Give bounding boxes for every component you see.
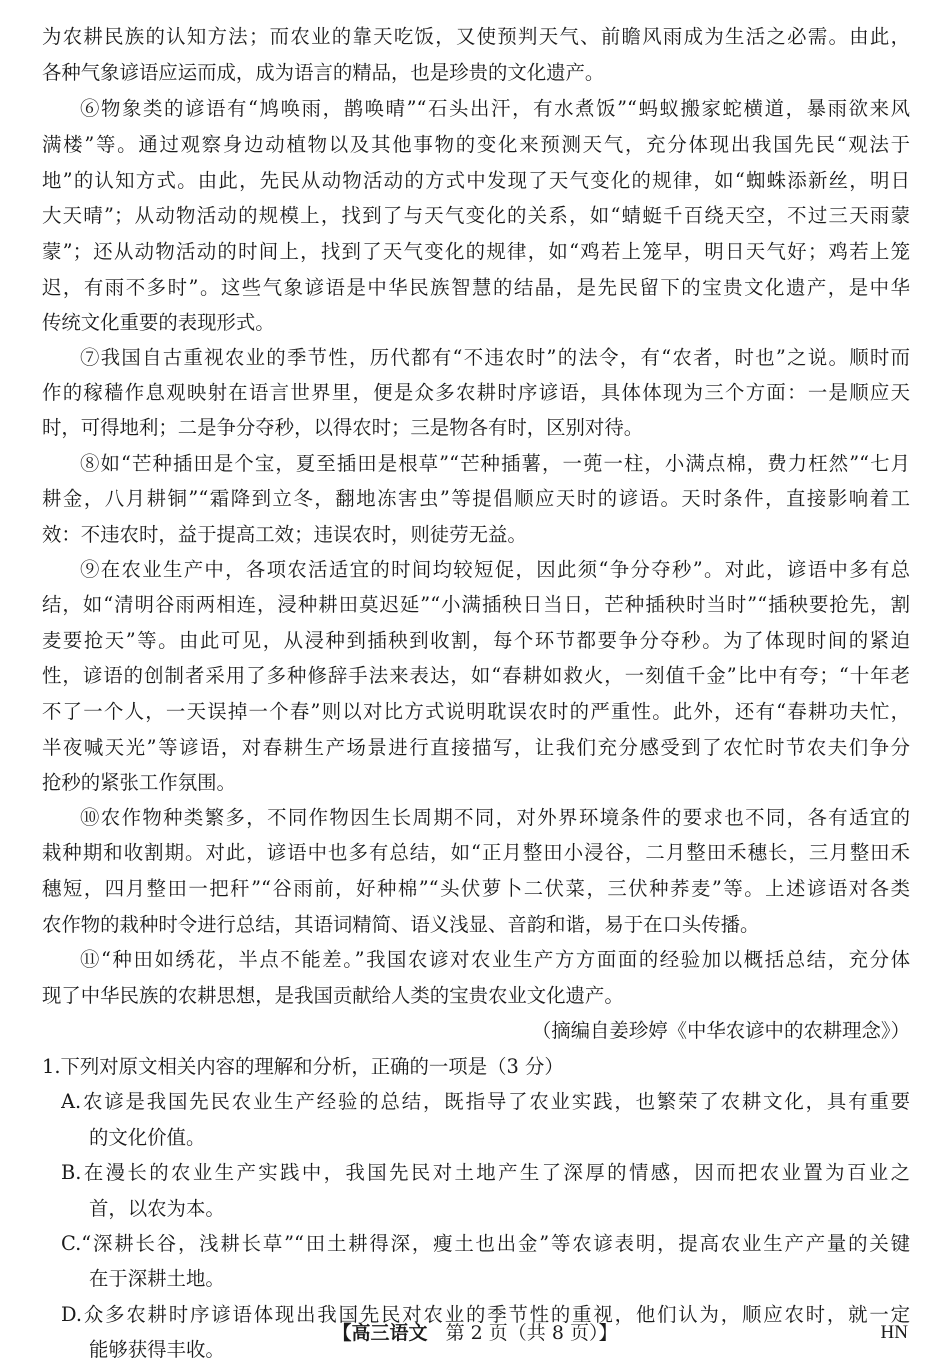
source-citation: （摘编自姜珍婷《中华农谚中的农耕理念》） bbox=[531, 1019, 910, 1042]
paragraph-line: 现了中华民族的农耕思想，是我国贡献给人类的宝贵农业文化遗产。 bbox=[42, 984, 624, 1007]
paragraph-line: 栽种期和收割期。对此，谚语中也多有总结，如“正月整田小浸谷，二月整田禾穗长，三月整田禾 bbox=[42, 841, 910, 864]
paragraph-line: 麦要抢天”等。由此可见，从浸种到插秧到收割，每个环节都要争分夺秒。为了体现时间的紧迫 bbox=[42, 629, 910, 652]
paragraph-line: 满楼”等。通过观察身边动植物以及其他事物的变化来预测天气，充分体现出我国先民“观法于 bbox=[42, 133, 910, 156]
paragraph-line: ⑧如“芒种插田是个宝，夏至插田是根草”“芒种插薯，一蔸一柱，小满点棉，费力枉然”“七月 bbox=[80, 452, 910, 475]
paragraph-line: 作的稼穑作息观映射在语言世界里，便是众多农耕时序谚语，具体体现为三个方面：一是顺应天 bbox=[42, 381, 910, 404]
paragraph-line: 时，可得地利；二是争分夺秒，以得农时；三是物各有时，区别对待。 bbox=[42, 416, 644, 439]
footer-code: HN bbox=[880, 1322, 908, 1343]
footer-center bbox=[0, 1318, 950, 1348]
paragraph-line: ⑥物象类的谚语有“鸠唤雨，鹊唤晴”“石头出汗，有水煮饭”“蚂蚁搬家蛇横道，暴雨欲来风 bbox=[80, 97, 910, 120]
paragraph-line: 耕金，八月耕铜”“霜降到立冬，翻地冻害虫”等提倡顺应天时的谚语。天时条件，直接影响着工 bbox=[42, 487, 910, 510]
question-1-stem: 1.下列对原文相关内容的理解和分析，正确的一项是（3 分） bbox=[42, 1055, 564, 1078]
question-1-option-line: 在于深耕土地。 bbox=[89, 1267, 225, 1291]
paragraph-line: 地”的认知方式。由此，先民从动物活动的方式中发现了天气变化的规律，如“蜘蛛添新丝，明日 bbox=[42, 169, 910, 192]
paragraph-line: ⑦我国自古重视农业的季节性，历代都有“不违农时”的法令，有“农者，时也”之说。顺时而 bbox=[80, 346, 910, 369]
footer-page-info: 第 2 页（共 8 页）】 bbox=[445, 1322, 618, 1344]
paragraph-line: 为农耕民族的认知方法；而农业的靠天吃饭，又使预判天气、前瞻风雨成为生活之必需。由此， bbox=[42, 25, 910, 48]
paragraph-line: ⑩农作物种类繁多，不同作物因生长周期不同，对外界环境条件的要求也不同，各有适宜的 bbox=[80, 806, 910, 829]
paragraph-line: 抢秒的紧张工作氛围。 bbox=[42, 771, 236, 794]
paragraph-line: 不了一个人，一天误掉一个春”则以对比方式说明耽误农时的严重性。此外，还有“春耕功夫忙， bbox=[42, 700, 910, 723]
paragraph-line: 农作物的栽种时令进行总结，其语词精简、语义浅显、音韵和谐，易于在口头传播。 bbox=[42, 913, 760, 936]
paragraph-line: 迟，有雨不多时”。这些气象谚语是中华民族智慧的结晶，是先民留下的宝贵文化遗产，是中华 bbox=[42, 276, 910, 299]
paragraph-line: 大天晴”；从动物活动的规模上，找到了与天气变化的关系，如“蜻蜓千百绕天空，不过三天雨蒙 bbox=[42, 204, 910, 227]
question-1-option-line: 能够获得丰收。 bbox=[89, 1338, 225, 1362]
question-1-option-line: A.农谚是我国先民农业生产经验的总结，既指导了农业实践，也繁荣了农耕文化，具有重要 bbox=[61, 1090, 910, 1114]
paragraph-line: 半夜喊天光”等谚语，对春耕生产场景进行直接描写，让我们充分感受到了农忙时节农夫们争分 bbox=[42, 736, 910, 759]
paragraph-line: 结，如“清明谷雨两相连，浸种耕田莫迟延”“小满插秧日当日，芒种插秧时当时”“插秧要抢先，割 bbox=[42, 593, 910, 616]
paragraph-line: 蒙”；还从动物活动的时间上，找到了天气变化的规律，如“鸡若上笼早，明日天气好；鸡若上笼 bbox=[42, 240, 910, 263]
question-1-option-line: 的文化价值。 bbox=[89, 1125, 206, 1149]
paragraph-line: 穗短，四月整田一把秆”“谷雨前，好种棉”“头伏萝卜二伏菜，三伏种荞麦”等。上述谚语对各类 bbox=[42, 877, 910, 900]
question-1-option-line: B.在漫长的农业生产实践中，我国先民对土地产生了深厚的情感，因而把农业置为百业之 bbox=[61, 1161, 910, 1185]
page-footer bbox=[0, 1318, 950, 1348]
paragraph-line: 传统文化重要的表现形式。 bbox=[42, 311, 275, 334]
paragraph-line: 效：不违农时，益于提高工效；违误农时，则徒劳无益。 bbox=[42, 523, 527, 546]
paragraph-line: ⑨在农业生产中，各项农活适宜的时间均较短促，因此须“争分夺秒”。对此，谚语中多有总 bbox=[80, 558, 910, 581]
paragraph-line: 各种气象谚语应运而成，成为语言的精品，也是珍贵的文化遗产。 bbox=[42, 61, 605, 84]
paragraph-line: ⑪“种田如绣花，半点不能差。”我国农谚对农业生产方方面面的经验加以概括总结，充分体 bbox=[80, 948, 910, 971]
question-1-option-line: 首，以农为本。 bbox=[89, 1196, 225, 1220]
question-1-option-line: C.“深耕长谷，浅耕长草”“田土耕得深，瘦土也出金”等农谚表明，提高农业生产产量的关键 bbox=[61, 1232, 910, 1255]
paragraph-line: 性，谚语的创制者采用了多种修辞手法来表达，如“春耕如救火，一刻值千金”比中有夸；“十年老 bbox=[42, 664, 910, 687]
question-1-option-line: D.众多农耕时序谚语体现出我国先民对农业的季节性的重视，他们认为，顺应农时，就一定 bbox=[61, 1302, 910, 1326]
footer-subject: 【高三语文 bbox=[332, 1322, 428, 1344]
